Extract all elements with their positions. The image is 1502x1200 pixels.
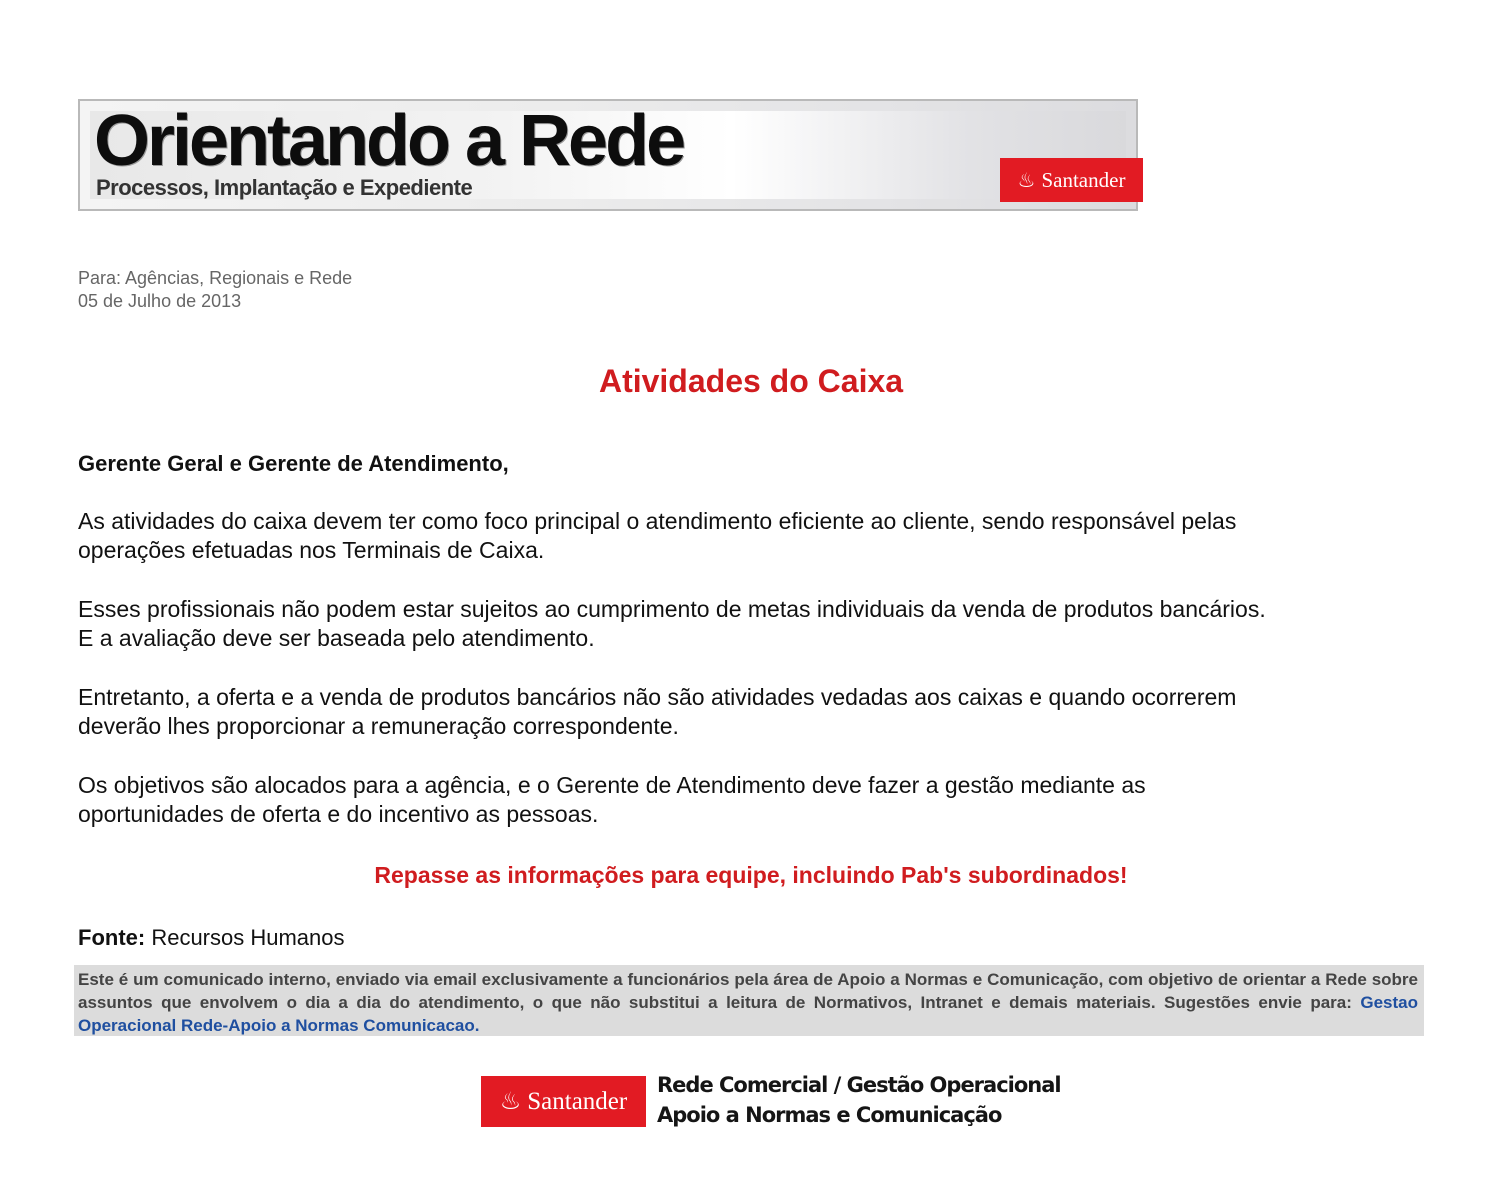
footer-logo-text: Santander	[527, 1087, 628, 1115]
footer-subdepartment: Apoio a Normas e Comunicação	[657, 1103, 1002, 1127]
santander-flame-icon: ♨	[499, 1089, 522, 1115]
paragraph	[78, 507, 1438, 565]
paragraph-line: operações efetuadas nos Terminais de Caixa.	[78, 537, 545, 563]
paragraph	[78, 683, 1438, 741]
banner-title: Orientando a Rede	[94, 101, 684, 181]
banner-subtitle: Processos, Implantação e Expediente	[96, 175, 473, 200]
paragraph	[78, 595, 1438, 653]
disclaimer-text: Este é um comunicado interno, enviado via email exclusivamente a funcionários pela área de Apoio a Normas e Comunicação, com objetivo de orientar a Rede sobre assuntos que envolvem o dia a dia do atendimento, o que não substitui a leitura de Normativos, Intranet e demais materiais. Sugestões envie para:	[78, 970, 1418, 1012]
header-banner	[78, 99, 1138, 211]
paragraph-line: deverão lhes proporcionar a remuneração correspondente.	[78, 713, 679, 739]
disclaimer	[74, 965, 1424, 1036]
paragraph-line: E a avaliação deve ser baseada pelo atendimento.	[78, 625, 595, 651]
source	[78, 925, 345, 951]
suggestions-link[interactable]: Gestao Operacional Rede-Apoio a Normas Comunicacao.	[78, 993, 1418, 1035]
paragraph	[78, 771, 1438, 829]
header-banner-inner	[90, 101, 1126, 200]
callout: Repasse as informações para equipe, incluindo Pab's subordinados!	[374, 862, 1128, 888]
paragraph-line: Os objetivos são alocados para a agência, e o Gerente de Atendimento deve fazer a gestão mediante as	[78, 772, 1146, 798]
source-label: Fonte:	[78, 925, 146, 950]
santander-logo-text: Santander	[1041, 167, 1126, 192]
paragraph-line: Esses profissionais não podem estar sujeitos ao cumprimento de metas individuais da venda de produtos bancários.	[78, 596, 1266, 622]
santander-flame-icon: ♨	[1017, 169, 1036, 192]
paragraph-line: oportunidades de oferta e do incentivo as pessoas.	[78, 801, 599, 827]
paragraph-line: Entretanto, a oferta e a venda de produtos bancários não são atividades vedadas aos caixas e quando ocorrerem	[78, 684, 1237, 710]
footer-department: Rede Comercial / Gestão Operacional	[657, 1073, 1061, 1097]
santander-logo	[1000, 158, 1143, 202]
source-value: Recursos Humanos	[151, 925, 345, 950]
date: 05 de Julho de 2013	[78, 291, 242, 311]
page-title: Atividades do Caixa	[598, 363, 904, 399]
paragraph-line: As atividades do caixa devem ter como foco principal o atendimento eficiente ao cliente, sendo responsável pelas	[78, 508, 1237, 534]
recipients: Para: Agências, Regionais e Rede	[78, 268, 353, 288]
greeting: Gerente Geral e Gerente de Atendimento,	[78, 451, 509, 476]
footer-santander-logo	[481, 1076, 646, 1127]
